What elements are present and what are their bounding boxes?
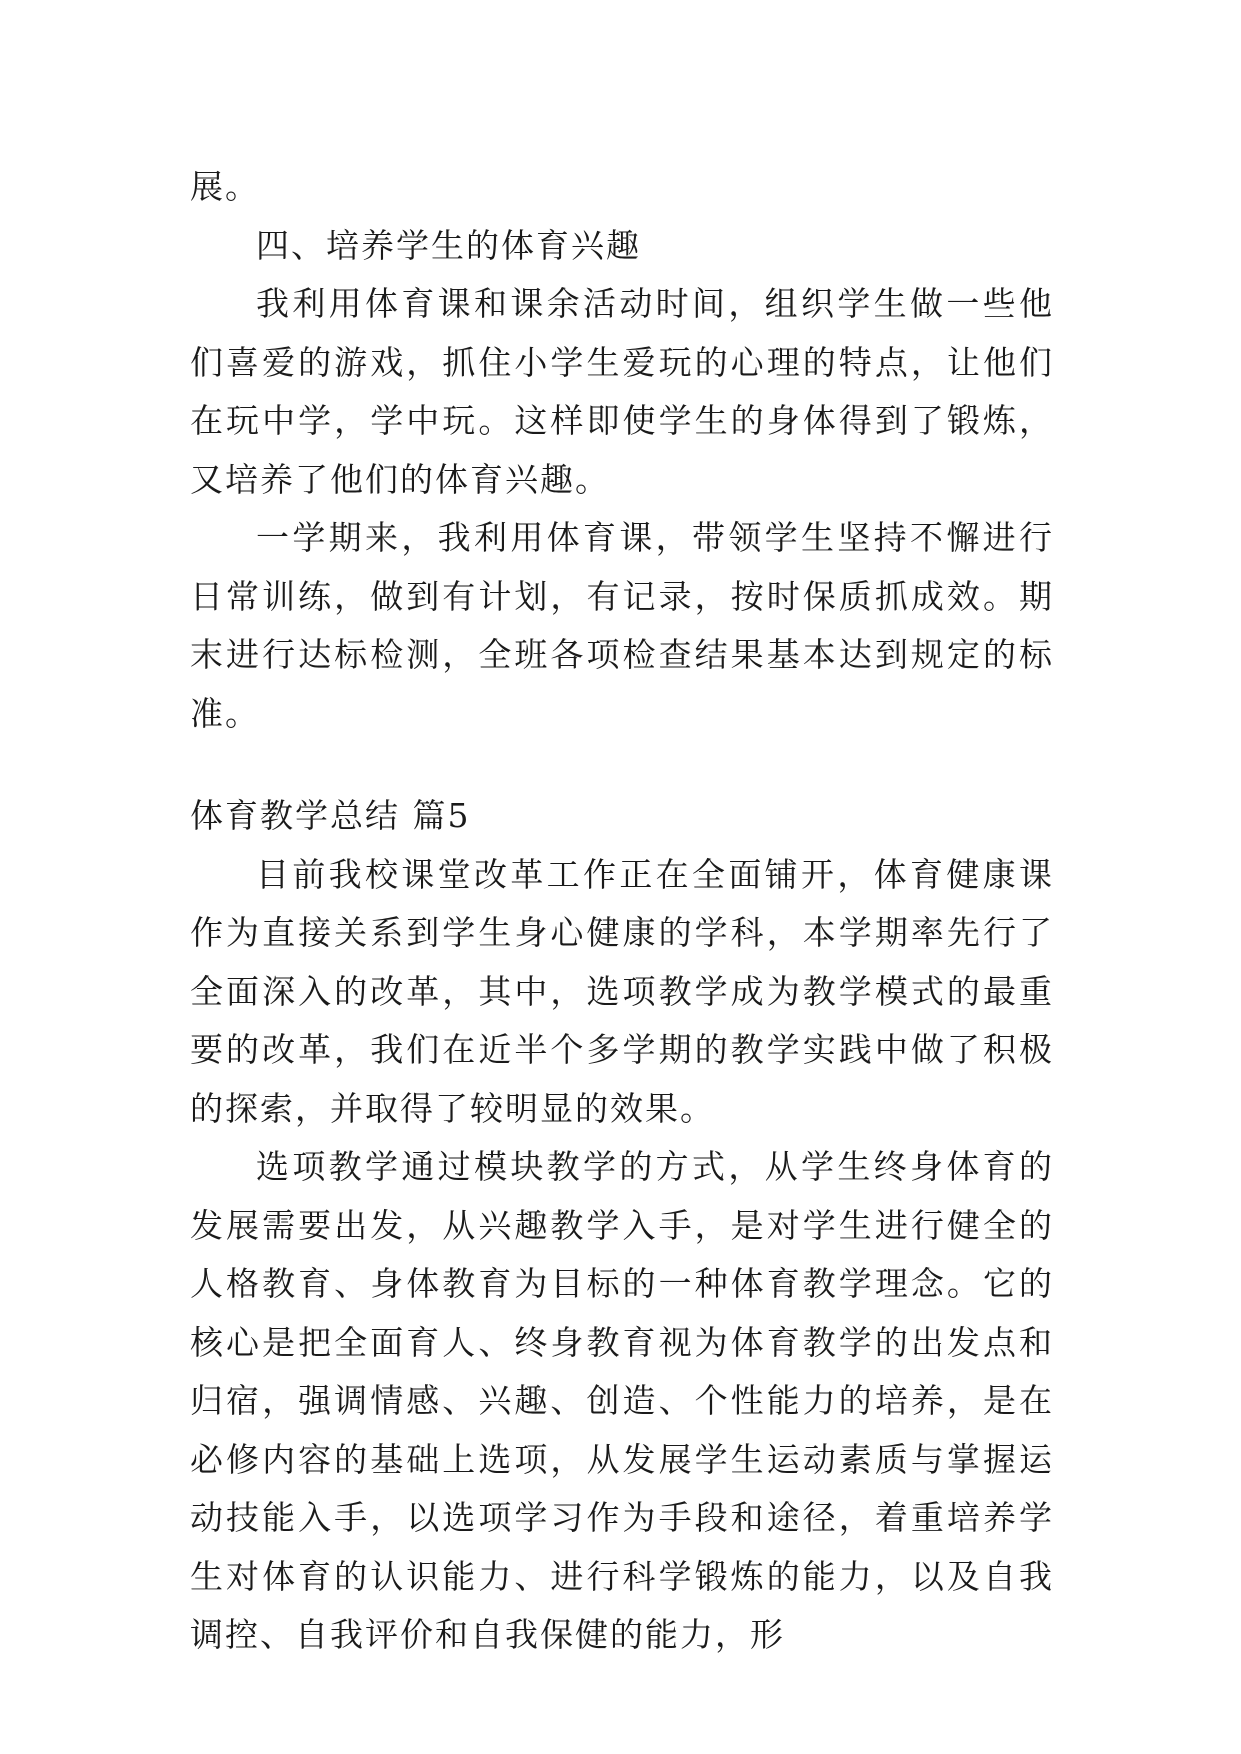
paragraph-games: 我利用体育课和课余活动时间，组织学生做一些他们喜爱的游戏，抓住小学生爱玩的心理的特点，让他们在玩中学，学中玩。这样即使学生的身体得到了锻炼，又培养了他们的体育兴趣。 [190,284,1054,499]
document-body [190,158,1054,1665]
paragraph-reform: 目前我校课堂改革工作正在全面铺开，体育健康课作为直接关系到学生身心健康的学科，本学期率先行了全面深入的改革，其中，选项教学成为教学模式的最重要的改革，我们在近半个多学期的教学实践中做了积极的探索，并取得了较明显的效果。 [190,854,1054,1128]
section-title: 体育教学总结 篇5 [190,796,471,835]
paragraph-continuation: 展。 [190,167,260,206]
subheading-cultivate-interest: 四、培养学生的体育兴趣 [256,225,641,265]
paragraph-semester-summary: 一学期来，我利用体育课，带领学生坚持不懈进行日常训练，做到有计划，有记录，按时保质抓成效。期末进行达标检测，全班各项检查结果基本达到规定的标准。 [190,518,1054,733]
paragraph-elective-teaching: 选项教学通过模块教学的方式，从学生终身体育的发展需要出发，从兴趣教学入手，是对学生进行健全的人格教育、身体教育为目标的一种体育教学理念。它的核心是把全面育人、终身教育视为体育教学的出发点和归宿，强调情感、兴趣、创造、个性能力的培养，是在必修内容的基础上选项，从发展学生运动素质与掌握运动技能入手，以选项学习作为手段和途径，着重培养学生对体育的认识能力、进行科学锻炼的能力，以及自我调控、自我评价和自我保健的能力，形 [190,1147,1054,1654]
